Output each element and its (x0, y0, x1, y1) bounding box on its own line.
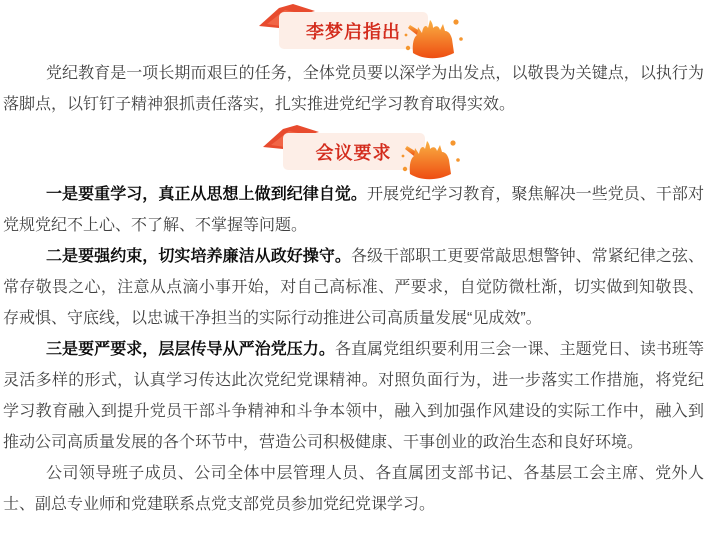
paragraph-requirement-1 (3, 179, 704, 241)
paragraph-lead: 二是要强约束，切实培养廉洁从政好操守。 (46, 248, 351, 265)
paragraph-requirement-2 (3, 241, 704, 334)
article (0, 12, 709, 520)
paragraph-text: 党纪教育是一项长期而艰巨的任务，全体党员要以深学为出发点，以敬畏为关键点，以执行为落脚点，以钉钉子精神狠抓责任落实，扎实推进党纪学习教育取得实效。 (3, 65, 704, 113)
paragraph-text: 各级干部职工更要常敲思想警钟、常紧纪律之弦、常存敬畏之心，注意从点滴小事开始，对自己高标准、严要求，自觉防微杜渐，切实做到知敬畏、存戒惧、守底线，以忠诚干净担当的实际行动推进公司高质量发展“见成效”。 (3, 248, 704, 327)
celebration-crowd-icon (404, 13, 464, 63)
paragraph-text: 开展党纪学习教育，聚焦解决一些党员、干部对党规党纪不上心、不了解、不掌握等问题。 (3, 186, 704, 234)
section-title: 李梦启指出 (279, 12, 428, 49)
paragraph-requirement-3 (3, 334, 704, 458)
paragraph-text: 各直属党组织要利用三会一课、主题党日、读书班等灵活多样的形式，认真学习传达此次党纪党课精神。对照负面行为，进一步落实工作措施，将党纪学习教育融入到提升党员干部斗争精神和斗争本领中，融入到加强作风建设的实际工作中，融入到推动公司高质量发展的各个环节中，营造公司积极健康、干事创业的政治生态和良好环境。 (3, 341, 704, 451)
paragraph-text: 公司领导班子成员、公司全体中层管理人员、各直属团支部书记、各基层工会主席、党外人士、副总专业师和党建联系点党支部党员参加党纪党课学习。 (3, 465, 704, 513)
paragraph-lead: 一是要重学习，真正从思想上做到纪律自觉。 (46, 186, 367, 203)
section-title: 会议要求 (283, 133, 425, 170)
celebration-crowd-icon (401, 134, 461, 184)
paragraph-lead: 三是要严要求，层层传导从严治党压力。 (46, 341, 335, 358)
paragraph-speaker-remarks (3, 58, 704, 120)
paragraph-attendees (3, 458, 704, 520)
section-header-speaker (3, 12, 704, 49)
section-badge (279, 12, 428, 49)
section-header-requirements (3, 133, 704, 170)
section-badge (283, 133, 425, 170)
